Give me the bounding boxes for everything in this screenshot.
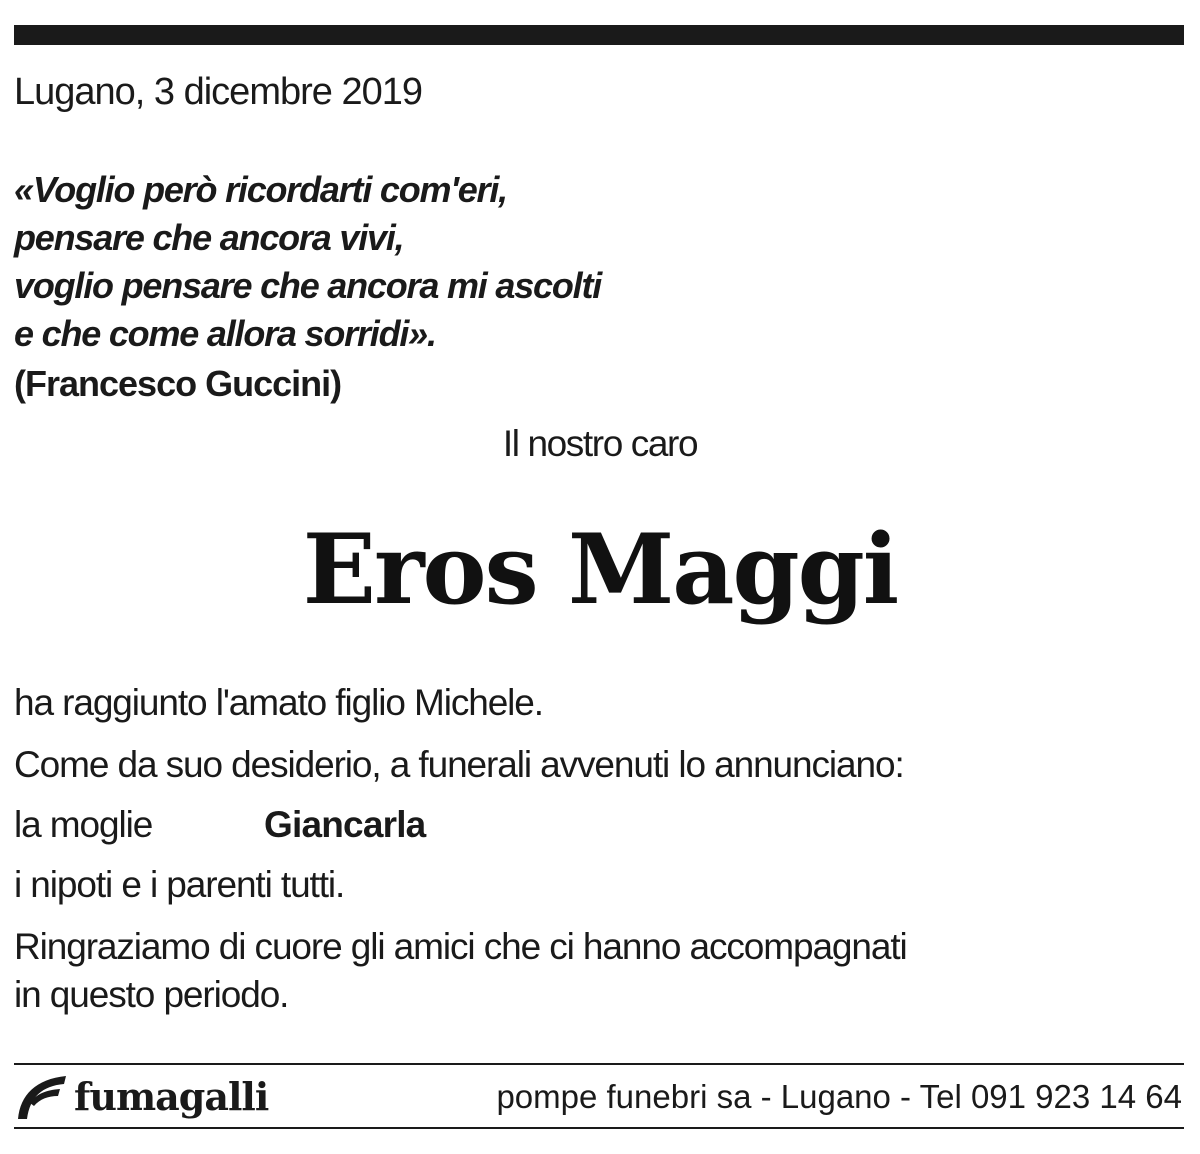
brand-name: fumagalli xyxy=(74,1074,269,1119)
quote-line: pensare che ancora vivi, xyxy=(14,217,404,258)
quote-author: (Francesco Guccini) xyxy=(14,363,342,404)
place-date: Lugano, 3 dicembre 2019 xyxy=(14,71,422,113)
quote-line: voglio pensare che ancora mi ascolti xyxy=(14,265,602,306)
contact-info: pompe funebri sa - Lugano - Tel 091 923 14 64 xyxy=(496,1078,1182,1115)
quote-block xyxy=(14,166,601,358)
relation-label: la moglie xyxy=(14,804,153,845)
spouse-name: Giancarla xyxy=(264,804,426,845)
announcement-line: Come da suo desiderio, a funerali avvenuti lo annunciano: xyxy=(14,744,904,785)
intro-text: Il nostro caro xyxy=(502,423,698,464)
footer-bottom-rule xyxy=(14,1127,1184,1129)
announcement-line: i nipoti e i parenti tutti. xyxy=(14,864,345,905)
thanks-line: in questo periodo. xyxy=(14,974,289,1015)
deceased-name: Eros Maggi xyxy=(302,513,898,626)
thanks-line: Ringraziamo di cuore gli amici che ci hanno accompagnati xyxy=(14,926,907,967)
top-rule-bar xyxy=(14,25,1184,45)
quote-line: e che come allora sorridi». xyxy=(14,313,436,354)
funeral-home-logo xyxy=(14,1072,268,1122)
quote-line: «Voglio però ricordarti com'eri, xyxy=(14,169,507,210)
announcement-line: ha raggiunto l'amato figlio Michele. xyxy=(14,682,543,723)
footer-top-rule xyxy=(14,1063,1184,1065)
fumagalli-logo-icon xyxy=(14,1073,70,1121)
